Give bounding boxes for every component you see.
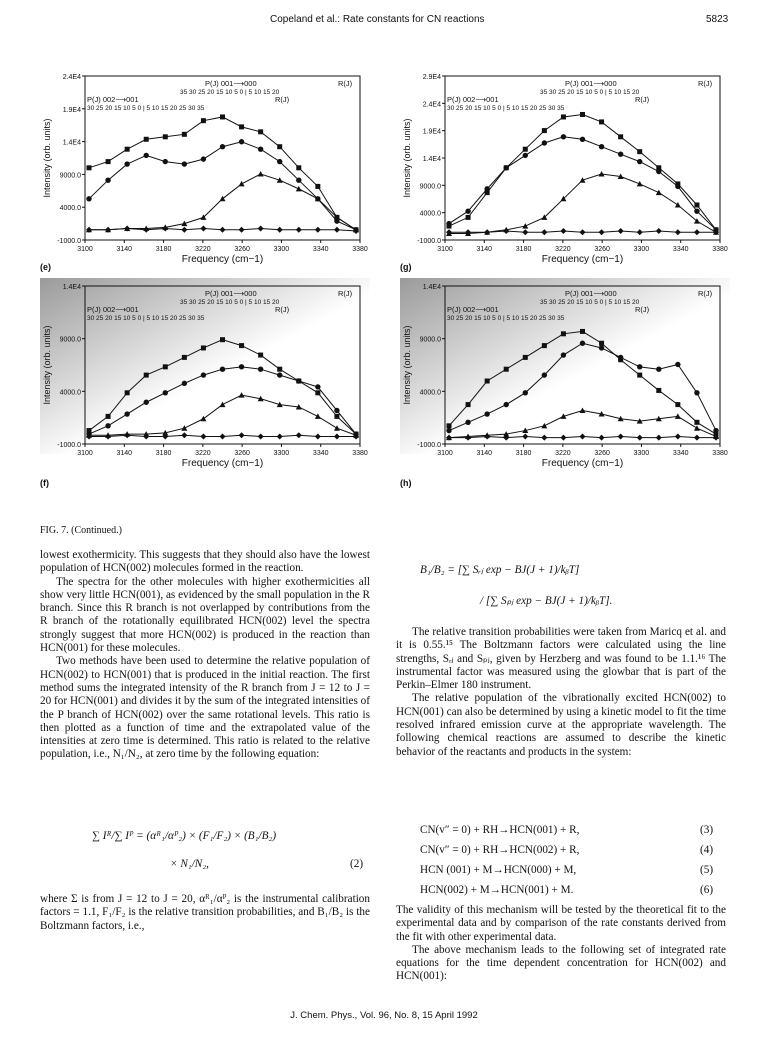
data-point-square: [599, 341, 604, 346]
data-point-circle: [239, 139, 244, 144]
data-point-square: [125, 390, 130, 395]
reaction-3: CN(v″ = 0) + RH→HCN(001) + R,: [420, 824, 580, 836]
data-point-triangle: [522, 223, 528, 229]
data-point-square: [447, 423, 452, 428]
data-point-circle: [144, 153, 149, 158]
branch-top-label: P(J) 001⟶000: [205, 289, 257, 298]
right-paragraph-4: The above mechanism leads to the following set of integrated rate equations for the time dependent concentration for HCN(002) and HCN(001):: [396, 943, 726, 983]
branch-top-numbers: 35 30 25 20 15 10 5 0 | 5 10 15 20: [540, 299, 640, 306]
y-tick-label: 9000.0: [59, 172, 81, 180]
figure-panel-g: [400, 62, 730, 272]
y-axis-label: Intensity (orb. units): [42, 118, 52, 198]
x-tick-label: 3220: [555, 450, 571, 457]
data-point-circle: [86, 196, 91, 201]
x-tick-label: 3300: [273, 450, 290, 457]
data-point-circle: [220, 367, 225, 372]
x-tick-label: 3260: [594, 246, 610, 253]
x-axis-label: Frequency (cm−1): [541, 254, 624, 265]
data-point-square: [239, 343, 244, 348]
data-point-square: [277, 144, 282, 149]
data-point-triangle: [239, 181, 245, 187]
data-point-circle: [694, 390, 699, 395]
data-point-circle: [105, 178, 110, 183]
data-point-circle: [484, 411, 489, 416]
reaction-6: HCN(002) + M→HCN(001) + M.: [420, 884, 574, 896]
x-tick-label: 3220: [195, 450, 211, 457]
x-axis-label: Frequency (cm−1): [541, 458, 624, 469]
x-tick-label: 3100: [77, 450, 93, 457]
x-tick-label: 3380: [352, 450, 368, 457]
figure-panel-h: [400, 278, 730, 478]
data-point-triangle: [637, 181, 643, 187]
data-point-circle: [182, 381, 187, 386]
branch-top-numbers: 35 30 25 20 15 10 5 0 | 5 10 15 20: [180, 299, 280, 306]
panel-label-g: (g): [400, 262, 412, 272]
series-line: [89, 117, 356, 230]
data-point-circle: [334, 408, 339, 413]
data-point-circle: [504, 402, 509, 407]
data-point-square: [618, 134, 623, 139]
y-tick-label: 2.9E4: [422, 74, 441, 81]
x-tick-label: 3140: [476, 450, 493, 457]
branch-top-r-label: R(J): [338, 79, 353, 88]
data-point-circle: [446, 221, 451, 226]
branch-top-r-label: R(J): [338, 289, 353, 298]
data-point-diamond: [296, 227, 302, 233]
branch-low-label: P(J) 002⟶001: [87, 305, 139, 314]
data-point-square: [163, 364, 168, 369]
left-column: [40, 549, 370, 762]
data-point-square: [694, 203, 699, 208]
data-point-circle: [105, 423, 110, 428]
data-point-square: [656, 388, 661, 393]
data-point-circle: [542, 140, 547, 145]
x-tick-label: 3100: [437, 246, 453, 253]
data-point-circle: [713, 428, 718, 433]
data-point-circle: [144, 400, 149, 405]
data-point-square: [106, 414, 111, 419]
data-point-diamond: [637, 229, 643, 235]
x-tick-label: 3140: [116, 450, 133, 457]
data-point-circle: [523, 153, 528, 158]
data-point-circle: [656, 169, 661, 174]
y-tick-label: 1.9E4: [62, 106, 81, 114]
data-point-circle: [296, 378, 301, 383]
data-point-circle: [618, 151, 623, 156]
x-tick-label: 3180: [155, 450, 172, 457]
data-point-circle: [599, 345, 604, 350]
data-point-circle: [599, 144, 604, 149]
data-point-square: [277, 367, 282, 372]
data-point-circle: [618, 355, 623, 360]
data-point-circle: [637, 159, 642, 164]
y-axis-label: Intensity (orb. units): [42, 325, 52, 405]
x-tick-label: 3180: [515, 450, 532, 457]
data-point-circle: [220, 144, 225, 149]
equation-2-number: (2): [350, 858, 364, 870]
data-point-diamond: [239, 227, 245, 233]
data-point-triangle: [656, 190, 662, 196]
right-column-text-2: [396, 904, 726, 984]
branch-low-r-label: R(J): [275, 305, 290, 314]
y-tick-label: 1.4E4: [422, 284, 441, 291]
journal-footer: J. Chem. Phys., Vol. 96, No. 8, 15 April 1992: [290, 1010, 478, 1021]
left-paragraph-2: The spectra for the other molecules with higher exothermicities all show very little HCN(001), as evidenced by the small population in the R branch. Since this R branch is not overlapped by contributions from the R branch of the rotationally equilibrated HCN(002) level the spectra strongly suggest that more HCN(002) is produced in the reaction than HCN(001) for these molecules.: [40, 575, 370, 655]
branch-low-label: P(J) 002⟶001: [447, 95, 499, 104]
branch-low-numbers: 30 25 20 15 10 5 0 | 5 10 15 20 25 30 35: [447, 315, 565, 322]
x-tick-label: 3220: [195, 246, 211, 253]
data-point-square: [694, 420, 699, 425]
data-point-triangle: [675, 202, 681, 208]
data-point-triangle: [296, 186, 302, 192]
data-point-diamond: [694, 229, 700, 235]
data-point-square: [220, 114, 225, 119]
reaction-4: CN(v″ = 0) + RH→HCN(002) + R,: [420, 844, 580, 856]
page-number: 5823: [706, 14, 729, 25]
branch-top-label: P(J) 001⟶000: [565, 79, 617, 88]
y-tick-label: 4000.0: [59, 205, 81, 213]
y-tick-label: 4000.0: [419, 210, 441, 218]
data-point-diamond: [143, 227, 149, 233]
data-point-circle: [201, 156, 206, 161]
data-point-circle: [296, 178, 301, 183]
figure-caption: FIG. 7. (Continued.): [40, 525, 122, 536]
data-point-diamond: [315, 227, 321, 233]
data-point-circle: [637, 364, 642, 369]
left-paragraph-4: where Σ is from J = 12 to J = 20, αᴿ₁/αᴾ₂ is the instrumental calibration factors = 1.1, F₁/F₂ is the relative transition probabilities, and B₁/B₂ is the Boltzmann factors, i.e.,: [40, 893, 370, 932]
data-point-square: [258, 353, 263, 358]
panel-label-h: (h): [400, 478, 412, 488]
x-tick-label: 3340: [312, 450, 329, 457]
branch-low-r-label: R(J): [635, 95, 650, 104]
data-point-square: [87, 165, 92, 170]
x-tick-label: 3340: [312, 246, 329, 253]
data-point-circle: [694, 209, 699, 214]
x-axis-label: Frequency (cm−1): [181, 458, 264, 469]
data-point-square: [580, 329, 585, 334]
data-point-circle: [504, 165, 509, 170]
right-paragraph-1: The relative transition probabilities were taken from Maricq et al. and it is 0.55.¹⁵ The Boltzmann factors were calculated using the line strengths, Sᵣⱼ and Sₚⱼ, given by Herzberg and was found to be 1.1.¹⁶ The instrumental factor was measured using the glowbar that is part of the Perkin–Elmer 180 instrument.: [396, 626, 726, 692]
data-point-square: [675, 402, 680, 407]
left-paragraph-3: Two methods have been used to determine the relative population of HCN(002) to HCN(001) that is produced in the initial reaction. The first method sums the integrated intensity of the R branch from J = 12 to J = 20 for HCN(001) and divides it by the sum of the integrated intensities of the P branch of HCN(002) over the same rotational levels. This ratio is then plotted as a function of time and the extrapolated value of the intensities at zero time is determined. This ratio is related to the relative population, i.e., N₁/N₂, at zero time by the following equation:: [40, 655, 370, 761]
data-point-triangle: [258, 171, 264, 177]
data-point-circle: [124, 161, 129, 166]
y-tick-label: 1.4E4: [62, 284, 81, 291]
data-point-diamond: [618, 228, 624, 234]
data-point-square: [466, 215, 471, 220]
data-point-square: [239, 124, 244, 129]
data-point-diamond: [656, 228, 662, 234]
x-tick-label: 3300: [633, 246, 650, 253]
y-axis-label: Intensity (orb. units): [402, 325, 412, 405]
figure-panel-f: [40, 278, 370, 478]
data-point-square: [125, 147, 130, 152]
branch-top-r-label: R(J): [698, 79, 713, 88]
data-point-circle: [201, 372, 206, 377]
branch-low-label: P(J) 002⟶001: [447, 305, 499, 314]
left-paragraph-1: lowest exothermicity. This suggests that they should also have the lowest population of HCN(002) molecules formed in the reaction.: [40, 549, 370, 575]
y-tick-label: 9000.0: [419, 336, 441, 344]
data-point-diamond: [220, 227, 226, 233]
y-tick-label: 9000.0: [419, 183, 441, 191]
data-point-square: [315, 184, 320, 189]
data-point-circle: [239, 364, 244, 369]
reaction-3-number: (3): [700, 824, 714, 836]
series-line: [89, 174, 356, 230]
data-point-diamond: [181, 227, 187, 233]
equation-boltzmann-line-2: / [∑ Sₚⱼ exp − BJ(J + 1)/kᵦT].: [480, 595, 613, 607]
x-tick-label: 3260: [594, 450, 610, 457]
y-tick-label: -1000.0: [57, 442, 81, 449]
x-tick-label: 3340: [672, 450, 689, 457]
data-point-square: [182, 132, 187, 137]
x-tick-label: 3380: [712, 246, 728, 253]
data-point-square: [561, 331, 566, 336]
data-point-square: [637, 149, 642, 154]
branch-low-r-label: R(J): [635, 305, 650, 314]
data-point-circle: [580, 137, 585, 142]
data-point-circle: [542, 372, 547, 377]
data-point-triangle: [599, 171, 605, 177]
y-tick-label: -1000.0: [57, 238, 81, 245]
branch-low-numbers: 30 25 20 15 10 5 0 | 5 10 15 20 25 30 35: [87, 105, 205, 112]
x-tick-label: 3260: [234, 450, 250, 457]
x-tick-label: 3100: [437, 450, 453, 457]
reaction-5-number: (5): [700, 864, 714, 876]
data-point-square: [580, 112, 585, 117]
data-point-square: [201, 118, 206, 123]
data-point-square: [296, 165, 301, 170]
data-point-square: [637, 373, 642, 378]
data-point-diamond: [599, 229, 605, 235]
data-point-square: [144, 373, 149, 378]
data-point-square: [504, 367, 509, 372]
x-tick-label: 3140: [476, 246, 493, 253]
data-point-diamond: [541, 229, 547, 235]
data-point-circle: [182, 161, 187, 166]
y-tick-label: 1.4E4: [422, 156, 441, 163]
data-point-diamond: [580, 229, 586, 235]
y-tick-label: 1.9E4: [422, 128, 441, 136]
data-point-circle: [523, 390, 528, 395]
branch-low-numbers: 30 25 20 15 10 5 0 | 5 10 15 20 25 30 35: [447, 105, 565, 112]
series-line: [449, 114, 716, 229]
right-paragraph-3: The validity of this mechanism will be tested by the theoretical fit to the experimental data and by comparison of the rate constants derived from the fit with other experimental data.: [396, 904, 726, 943]
data-point-square: [542, 343, 547, 348]
data-point-circle: [277, 372, 282, 377]
reaction-4-number: (4): [700, 844, 714, 856]
data-point-square: [334, 414, 339, 419]
y-tick-label: 4000.0: [59, 389, 81, 397]
x-tick-label: 3340: [672, 246, 689, 253]
data-point-square: [485, 379, 490, 384]
panel-label-e: (e): [40, 262, 51, 272]
panel-label-f: (f): [40, 478, 49, 488]
data-point-square: [201, 345, 206, 350]
data-point-circle: [258, 147, 263, 152]
data-point-diamond: [675, 229, 681, 235]
x-tick-label: 3260: [234, 246, 250, 253]
data-point-square: [523, 147, 528, 152]
data-point-square: [315, 390, 320, 395]
data-point-square: [599, 119, 604, 124]
data-point-square: [163, 134, 168, 139]
reaction-5: HCN (001) + M→HCN(000) + M,: [420, 864, 577, 876]
data-point-square: [106, 159, 111, 164]
data-point-circle: [124, 411, 129, 416]
branch-top-label: P(J) 001⟶000: [565, 289, 617, 298]
data-point-square: [466, 402, 471, 407]
data-point-circle: [484, 186, 489, 191]
data-point-circle: [258, 367, 263, 372]
data-point-circle: [465, 209, 470, 214]
data-point-diamond: [522, 229, 528, 235]
x-tick-label: 3180: [155, 246, 172, 253]
branch-top-label: P(J) 001⟶000: [205, 79, 257, 88]
data-point-circle: [561, 352, 566, 357]
data-point-circle: [675, 362, 680, 367]
branch-low-numbers: 30 25 20 15 10 5 0 | 5 10 15 20 25 30 35: [87, 315, 205, 322]
data-point-circle: [656, 367, 661, 372]
data-point-circle: [446, 428, 451, 433]
y-tick-label: 9000.0: [59, 336, 81, 344]
data-point-circle: [561, 134, 566, 139]
figure-panel-e: [40, 62, 370, 272]
y-tick-label: -1000.0: [417, 442, 441, 449]
x-tick-label: 3300: [273, 246, 290, 253]
x-tick-label: 3220: [555, 246, 571, 253]
x-tick-label: 3100: [77, 246, 93, 253]
x-tick-label: 3180: [515, 246, 532, 253]
data-point-circle: [277, 159, 282, 164]
y-axis-label: Intensity (orb. units): [402, 118, 412, 198]
data-point-square: [561, 114, 566, 119]
data-point-diamond: [560, 228, 566, 234]
x-tick-label: 3140: [116, 246, 133, 253]
branch-top-numbers: 35 30 25 20 15 10 5 0 | 5 10 15 20: [180, 89, 280, 96]
x-tick-label: 3380: [712, 450, 728, 457]
branch-top-numbers: 35 30 25 20 15 10 5 0 | 5 10 15 20: [540, 89, 640, 96]
data-point-square: [258, 129, 263, 134]
running-title: Copeland et al.: Rate constants for CN reactions: [270, 14, 485, 25]
reaction-6-number: (6): [700, 884, 714, 896]
x-axis-label: Frequency (cm−1): [181, 254, 264, 265]
data-point-square: [144, 137, 149, 142]
equation-2-line-2: × N₁/N₂,: [170, 858, 209, 870]
data-point-diamond: [200, 226, 206, 232]
data-point-square: [542, 128, 547, 133]
data-point-diamond: [334, 227, 340, 233]
equation-boltzmann-line-1: B₁/B₂ = [∑ Sᵣⱼ exp − BJ(J + 1)/kᵦT]: [420, 564, 580, 576]
branch-low-r-label: R(J): [275, 95, 290, 104]
data-point-diamond: [258, 226, 264, 232]
data-point-circle: [675, 184, 680, 189]
right-paragraph-2: The relative population of the vibrationally excited HCN(002) to HCN(001) can also be determined by using a kinetic model to fit the time resolved infrared emission curve at the appropriate wavelength. The following chemical reactions are assumed to describe the kinetic behavior of the reactants and products in the system:: [396, 692, 726, 758]
y-tick-label: 1.4E4: [62, 139, 81, 147]
data-point-circle: [580, 341, 585, 346]
equation-2-line-1: ∑ Iᴿ/∑ Iᴾ = (αᴿ₁/αᴾ₂) × (F₁/F₂) × (B₁/B₂): [92, 830, 277, 842]
data-point-circle: [163, 159, 168, 164]
x-tick-label: 3380: [352, 246, 368, 253]
data-point-circle: [163, 390, 168, 395]
y-tick-label: -1000.0: [417, 238, 441, 245]
data-point-square: [523, 355, 528, 360]
data-point-circle: [465, 420, 470, 425]
branch-top-r-label: R(J): [698, 289, 713, 298]
data-point-diamond: [277, 227, 283, 233]
right-column-text: [396, 626, 726, 759]
data-point-circle: [315, 384, 320, 389]
y-tick-label: 2.4E4: [62, 74, 81, 81]
x-tick-label: 3300: [633, 450, 650, 457]
data-point-square: [220, 337, 225, 342]
y-tick-label: 4000.0: [419, 389, 441, 397]
y-tick-label: 2.4E4: [422, 101, 441, 109]
data-point-square: [182, 355, 187, 360]
branch-low-label: P(J) 002⟶001: [87, 95, 139, 104]
